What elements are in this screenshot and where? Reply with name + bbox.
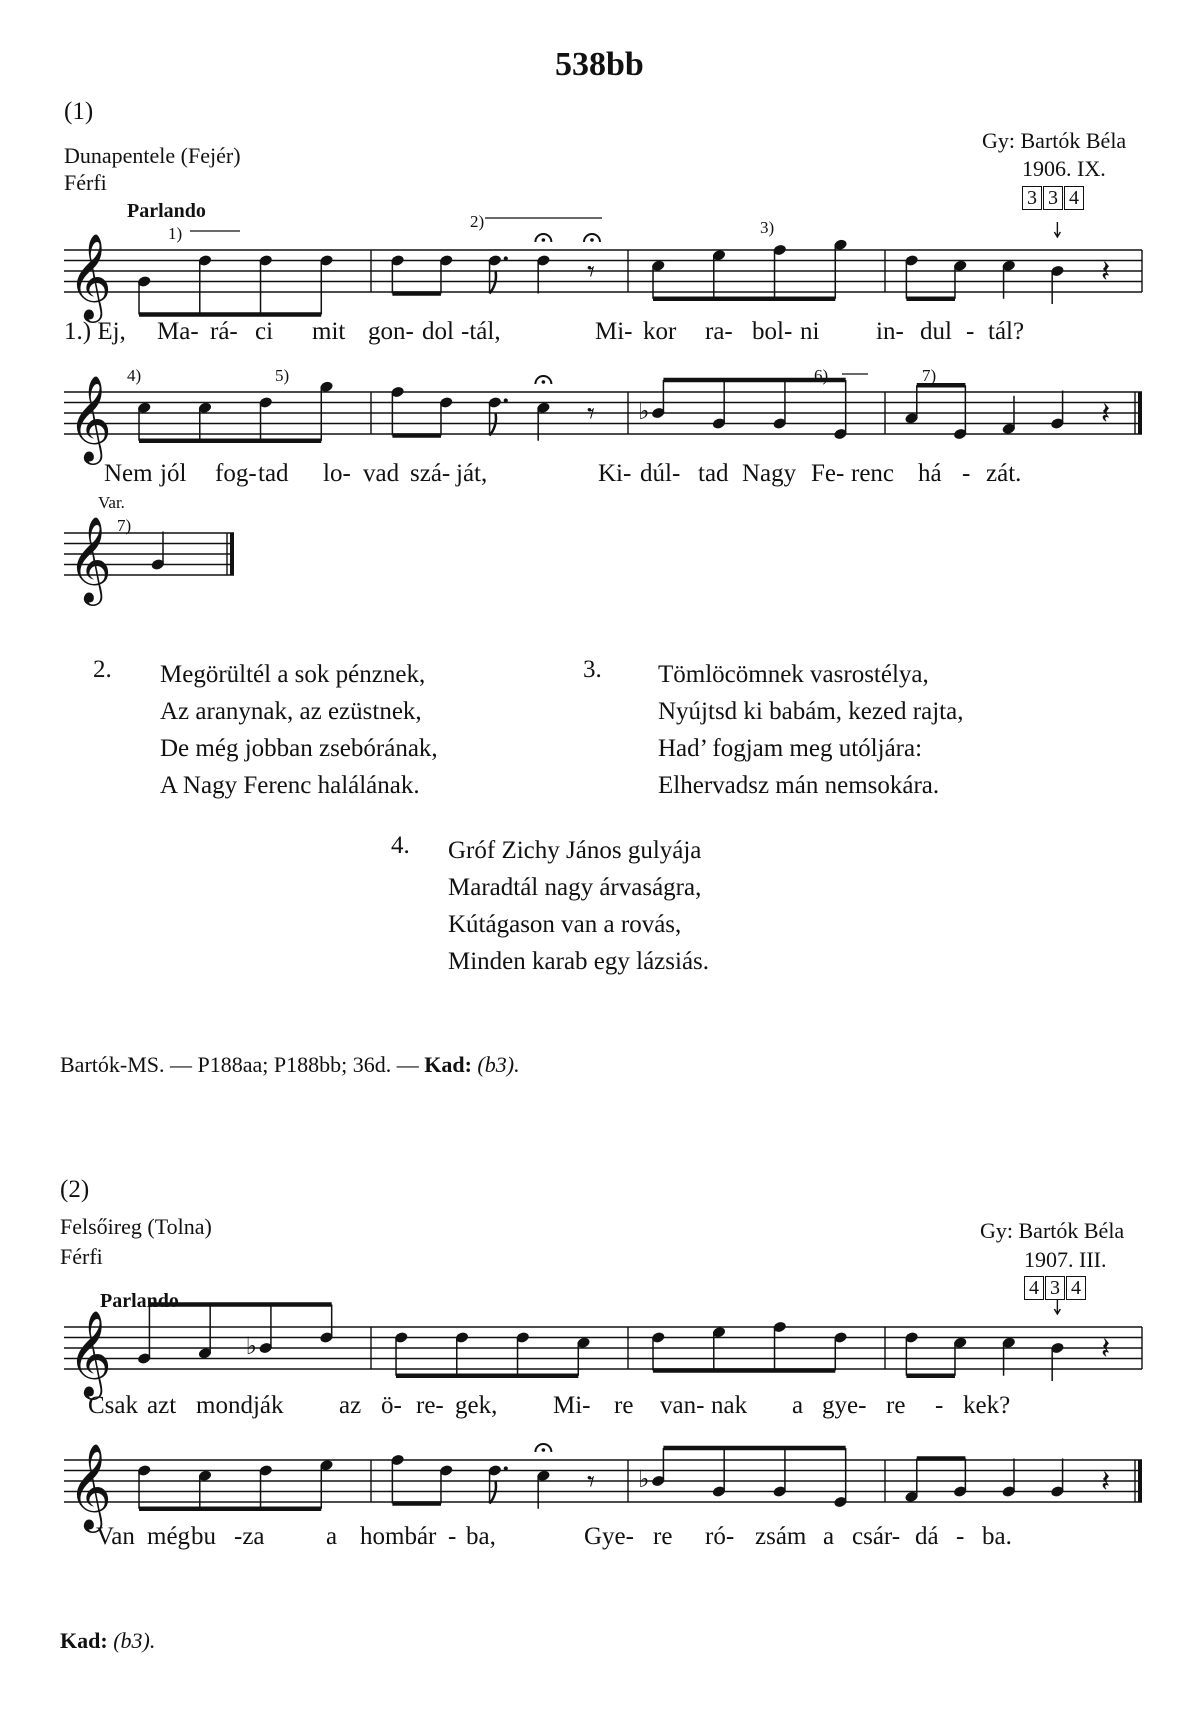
footnote-mark: 3): [760, 218, 775, 237]
lyric-syllable: a: [326, 1523, 338, 1550]
lyric-syllable: vad: [363, 460, 400, 487]
flat-icon: ♭: [638, 397, 650, 425]
treble-clef-icon: 𝄞: [68, 1310, 112, 1397]
lyric-syllable: Ma-: [157, 318, 199, 345]
lyric-syllable: rá-: [210, 318, 238, 345]
eighth-rest-icon: 𝄾: [586, 1464, 595, 1500]
quarter-rest-icon: 𝄽: [1100, 1331, 1111, 1367]
lyric-syllable: Fe-: [811, 460, 845, 487]
augmentation-dot: [504, 1466, 508, 1470]
lyric-syllable: Nem: [104, 460, 153, 487]
lyric-syllable: Mi-: [553, 1392, 591, 1419]
lyric-syllable: zsám: [755, 1523, 807, 1550]
place-name: Dunapentele (Fejér): [64, 143, 241, 168]
augmentation-dot: [504, 256, 508, 260]
lyric-syllable: az: [339, 1392, 362, 1419]
treble-clef-icon: 𝄞: [68, 516, 112, 603]
lyric-syllable: ró-: [705, 1523, 735, 1550]
lyric-syllable: bu: [191, 1523, 216, 1550]
eighth-rest-icon: 𝄾: [586, 254, 595, 290]
source-prefix: Bartók-MS. — P188aa; P188bb; 36d. —: [60, 1052, 425, 1077]
lyric-syllable: gon-: [368, 318, 414, 345]
lyric-syllable: dá: [915, 1523, 939, 1550]
lyric-syllable: ját,: [456, 460, 488, 487]
kad-label: Kad:: [424, 1052, 472, 1077]
lyric-syllable: azt: [147, 1392, 177, 1419]
footnote-mark: 5): [275, 366, 290, 385]
lyric-syllable: -tál,: [461, 318, 501, 345]
section-number: (2): [60, 1176, 90, 1203]
lyric-syllable: dúl-: [640, 460, 681, 487]
page-title: 538bb: [555, 46, 644, 83]
form-box: 3: [1022, 186, 1042, 210]
collector-name: Gy: Bartók Béla: [980, 1218, 1125, 1243]
lyric-syllable: szá-: [410, 460, 451, 487]
lyric-syllable: lo-: [323, 460, 351, 487]
tempo-marking: Parlando: [127, 200, 206, 222]
lyric-syllable: nak: [711, 1392, 748, 1419]
stanza-line: Tömlöcömnek vasrostélya,: [658, 661, 929, 688]
lyric-syllable: ö-: [381, 1392, 402, 1419]
lyric-syllable: kor: [643, 318, 677, 345]
section-number: (1): [64, 98, 94, 125]
lyric-syllable: -: [956, 1523, 965, 1550]
lyric-syllable: tad: [258, 460, 289, 487]
lyric-syllable: re: [653, 1523, 673, 1550]
lyric-syllable: re: [614, 1392, 634, 1419]
lyric-syllable: fog-: [215, 460, 257, 487]
lyric-syllable: ci: [255, 318, 274, 345]
lyric-syllable: Ki-: [598, 460, 632, 487]
fermata-dot: [542, 238, 546, 242]
lyric-syllable: Nagy: [742, 460, 797, 487]
lyric-syllable: gye-: [822, 1392, 867, 1419]
eighth-rest-icon: 𝄾: [586, 396, 595, 432]
quarter-rest-icon: 𝄽: [1100, 396, 1111, 432]
arrow-down-icon: [1054, 222, 1060, 237]
lyric-syllable: Van: [96, 1523, 135, 1550]
stanza-line: Nyújtsd ki babám, kezed rajta,: [658, 698, 964, 725]
stanza-line: Kútágason van a rovás,: [448, 911, 682, 938]
collection-date: 1907. III.: [1024, 1247, 1107, 1272]
lyric-syllable: -: [966, 318, 975, 345]
lyric-syllable: hombár: [360, 1523, 437, 1550]
quarter-rest-icon: 𝄽: [1100, 254, 1111, 290]
lyric-syllable: há: [918, 460, 942, 487]
stanza-line: De még jobban zsebórának,: [160, 735, 438, 762]
lyric-syllable: zát.: [986, 460, 1022, 487]
lyric-syllable: kek?: [963, 1392, 1011, 1419]
lyric-syllable: a: [792, 1392, 804, 1419]
lyric-syllable: Mi-: [595, 318, 633, 345]
kad-value: (b3).: [113, 1628, 156, 1653]
lyric-syllable: dol: [422, 318, 454, 345]
lyric-syllable: van-: [660, 1392, 705, 1419]
stanza-line: Elhervadsz mán nemsokára.: [658, 772, 940, 799]
singer-label: Férfi: [64, 170, 107, 195]
lyric-syllable: -: [448, 1523, 457, 1550]
lyric-syllable: mit: [312, 318, 346, 345]
stanza-line: Az aranynak, az ezüstnek,: [160, 698, 422, 725]
lyric-syllable: bol-: [752, 318, 793, 345]
lyric-syllable: in-: [876, 318, 904, 345]
lyric-syllable: Gye-: [584, 1523, 634, 1550]
footnote-mark: 2): [470, 212, 485, 231]
lyric-syllable: csár-: [852, 1523, 901, 1550]
lyric-syllable: ni: [800, 318, 820, 345]
fermata-dot: [590, 238, 594, 242]
footnote-mark: 7): [117, 516, 132, 535]
lyric-syllable: dul: [920, 318, 952, 345]
collection-date: 1906. IX.: [1022, 156, 1106, 181]
stanza-line: A Nagy Ferenc halálának.: [160, 772, 420, 799]
stanza-line: Megörültél a sok pénznek,: [160, 661, 426, 688]
lyric-syllable: tál?: [988, 318, 1025, 345]
lyric-syllable: renc: [851, 460, 895, 487]
stanza-number: 3.: [583, 656, 602, 683]
tempo-marking: Parlando: [100, 1290, 179, 1312]
augmentation-dot: [504, 398, 508, 402]
lyric-syllable: ba.: [982, 1523, 1012, 1550]
treble-clef-icon: 𝄞: [68, 375, 112, 462]
quarter-rest-icon: 𝄽: [1100, 1464, 1111, 1500]
treble-clef-icon: 𝄞: [68, 1443, 112, 1530]
footnote-mark: 1): [168, 224, 183, 243]
form-box: 4: [1064, 186, 1084, 210]
variant-label: Var.: [98, 493, 125, 512]
lyric-syllable: Csak: [88, 1392, 138, 1419]
kad-value: (b3).: [477, 1052, 520, 1077]
flat-icon: ♭: [245, 1332, 258, 1360]
lyric-syllable: ba,: [466, 1523, 496, 1550]
lyric-syllable: -za: [234, 1523, 265, 1550]
footnote-mark: 4): [127, 366, 142, 385]
note-flag: [490, 1482, 496, 1504]
lyric-syllable: gek,: [455, 1392, 498, 1419]
lyric-syllable: még: [147, 1523, 191, 1550]
note-flag: [490, 414, 496, 436]
arrow-down-icon: [1054, 1299, 1060, 1314]
lyric-syllable: mondják: [196, 1392, 284, 1419]
lyric-syllable: 1.) Ej,: [64, 318, 126, 345]
form-box: 3: [1043, 186, 1063, 210]
form-box: 3: [1045, 1276, 1065, 1300]
form-box: 4: [1024, 1276, 1044, 1300]
stanza-number: 2.: [93, 656, 112, 683]
lyric-syllable: tad: [698, 460, 729, 487]
treble-clef-icon: 𝄞: [68, 233, 112, 320]
lyric-syllable: -: [935, 1392, 944, 1419]
kad-label: Kad:: [60, 1628, 108, 1653]
singer-label: Férfi: [60, 1244, 103, 1269]
stanza-line: Had’ fogjam meg utóljára:: [658, 735, 923, 762]
lyric-syllable: jól: [160, 460, 187, 487]
lyric-syllable: re: [886, 1392, 906, 1419]
fermata-dot: [542, 380, 546, 384]
collector-name: Gy: Bartók Béla: [982, 128, 1127, 153]
footnote-mark: 6): [814, 366, 829, 385]
lyric-syllable: ra-: [705, 318, 733, 345]
lyric-syllable: a: [823, 1523, 835, 1550]
stanza-line: Minden karab egy lázsiás.: [448, 948, 710, 975]
lyric-syllable: re-: [416, 1392, 444, 1419]
fermata-dot: [542, 1448, 546, 1452]
place-name: Felsőireg (Tolna): [60, 1214, 212, 1239]
stanza-number: 4.: [391, 832, 410, 859]
footnote-mark: 7): [922, 366, 937, 385]
stanza-line: Gróf Zichy János gulyája: [448, 837, 702, 864]
flat-icon: ♭: [638, 1465, 650, 1493]
lyric-syllable: -: [962, 460, 971, 487]
note-flag: [490, 272, 496, 294]
form-box: 4: [1066, 1276, 1086, 1300]
stanza-line: Maradtál nagy árvaságra,: [448, 874, 702, 901]
